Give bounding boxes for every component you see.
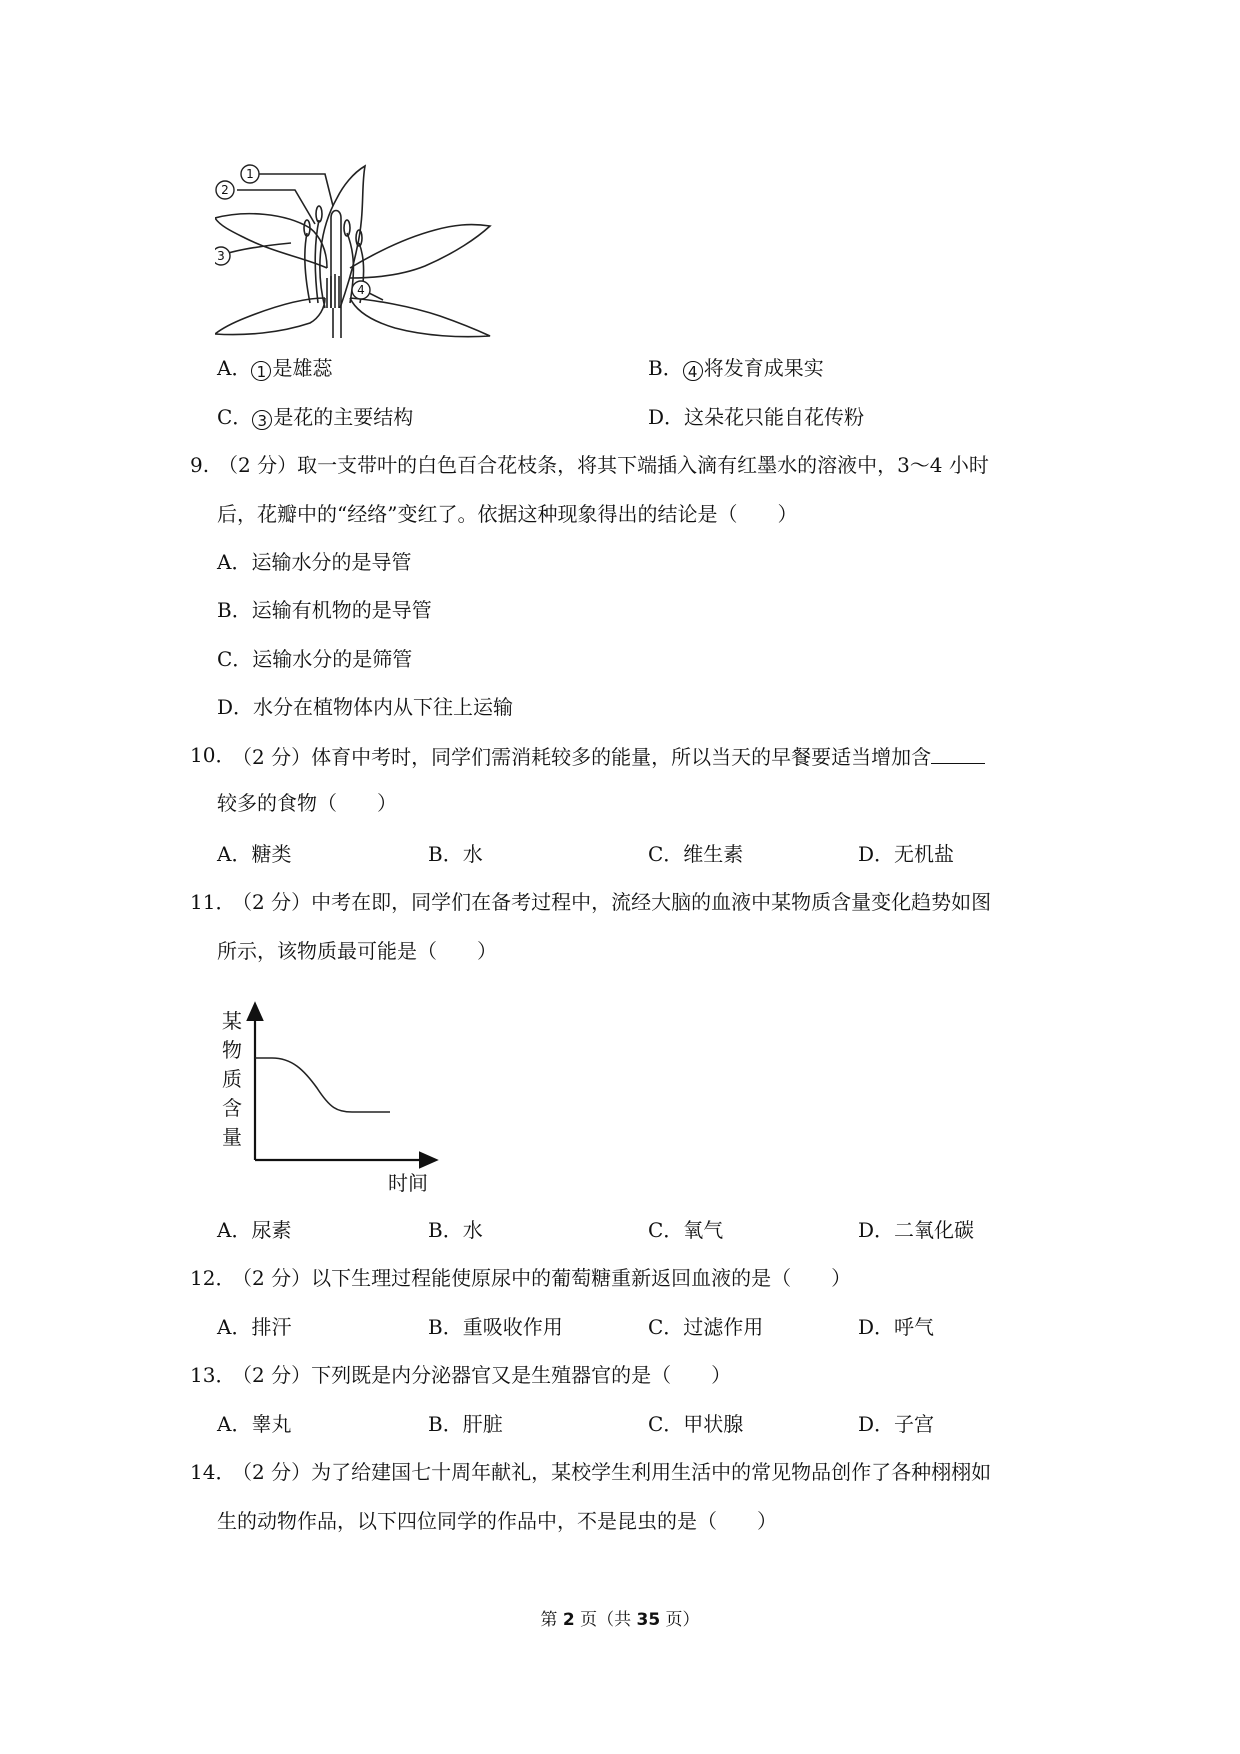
q9-option-b[interactable]: B．运输有机物的是导管 (217, 598, 432, 622)
q12-option-c[interactable]: C．过滤作用 (648, 1315, 764, 1339)
q11-option-d[interactable]: D．二氧化碳 (858, 1218, 975, 1242)
figure-label-1 (241, 165, 259, 183)
svg-text:4: 4 (357, 283, 365, 297)
page-total: 35 (636, 1610, 661, 1630)
q9-stem-line1: （2 分）取一支带叶的白色百合花枝条，将其下端插入滴有红墨水的溶液中，3～4 小时 (218, 453, 989, 477)
y-axis-label-char: 物 (222, 1038, 242, 1062)
y-axis-label-char: 含 (222, 1096, 242, 1120)
page-footer: 第 2 页（共 35 页） (540, 1610, 700, 1630)
q12-option-d[interactable]: D．呼气 (858, 1315, 935, 1339)
lily-flower-figure (215, 158, 495, 338)
q11-stem-line2: 所示，该物质最可能是（ ） (217, 939, 497, 963)
q11-number: 11． (190, 890, 236, 914)
q8-option-b[interactable]: B． 4 将发育成果实 (648, 356, 824, 381)
q8-option-d[interactable]: D．这朵花只能自花传粉 (648, 405, 865, 429)
svg-text:3: 3 (217, 249, 225, 263)
trend-curve (255, 1058, 390, 1112)
figure-label-2 (216, 181, 234, 199)
figure-label-4 (352, 281, 370, 299)
y-axis-label-char: 量 (222, 1125, 242, 1149)
q13-option-d[interactable]: D．子宫 (858, 1412, 935, 1436)
q10-option-b[interactable]: B．水 (428, 842, 483, 866)
q13-number: 13． (190, 1363, 236, 1387)
q12-stem: （2 分）以下生理过程能使原尿中的葡萄糖重新返回血液的是（ ） (232, 1266, 852, 1290)
q10-option-a[interactable]: A．糖类 (217, 842, 292, 866)
q9-number: 9. (190, 453, 210, 477)
q12-option-a[interactable]: A．排汗 (217, 1315, 292, 1339)
q10-option-c[interactable]: C．维生素 (648, 842, 744, 866)
q8-option-c[interactable]: C． 3 是花的主要结构 (217, 405, 414, 430)
q10-stem-line1: （2 分）体育中考时，同学们需消耗较多的能量，所以当天的早餐要适当增加含 (232, 743, 985, 769)
x-axis-label: 时间 (388, 1171, 428, 1195)
q14-stem-line2: 生的动物作品，以下四位同学的作品中，不是昆虫的是（ ） (217, 1509, 777, 1533)
q13-option-b[interactable]: B．肝脏 (428, 1412, 503, 1436)
figure-label-3 (215, 247, 230, 265)
q11-option-a[interactable]: A．尿素 (217, 1218, 292, 1242)
q11-option-b[interactable]: B．水 (428, 1218, 483, 1242)
circled-number-icon: 1 (251, 361, 271, 381)
q10-stem-line2: 较多的食物（ ） (217, 791, 397, 815)
svg-text:1: 1 (246, 167, 254, 181)
q14-number: 14． (190, 1460, 236, 1484)
q12-number: 12． (190, 1266, 236, 1290)
y-axis-label-char: 质 (222, 1067, 242, 1091)
q14-stem-line1: （2 分）为了给建国七十周年献礼，某校学生利用生活中的常见物品创作了各种栩栩如 (232, 1460, 992, 1484)
y-axis-label-char: 某 (222, 1009, 242, 1033)
q11-stem-line1: （2 分）中考在即，同学们在备考过程中，流经大脑的血液中某物质含量变化趋势如图 (232, 890, 992, 914)
q11-trend-chart (212, 1000, 442, 1195)
q13-option-c[interactable]: C．甲状腺 (648, 1412, 744, 1436)
q10-option-d[interactable]: D．无机盐 (858, 842, 955, 866)
q8-option-a[interactable]: A． 1 是雄蕊 (217, 356, 333, 381)
q11-option-c[interactable]: C．氧气 (648, 1218, 724, 1242)
q13-option-a[interactable]: A．睾丸 (217, 1412, 292, 1436)
q10-number: 10． (190, 743, 236, 767)
q9-option-c[interactable]: C．运输水分的是筛管 (217, 647, 413, 671)
answer-blank[interactable] (931, 743, 985, 764)
q9-option-a[interactable]: A．运输水分的是导管 (217, 550, 412, 574)
q12-option-b[interactable]: B．重吸收作用 (428, 1315, 563, 1339)
q13-stem: （2 分）下列既是内分泌器官又是生殖器官的是（ ） (232, 1363, 732, 1387)
circled-number-icon: 3 (252, 410, 272, 430)
circled-number-icon: 4 (683, 361, 703, 381)
svg-text:2: 2 (221, 183, 229, 197)
page-number: 2 (562, 1610, 575, 1630)
q9-option-d[interactable]: D．水分在植物体内从下往上运输 (217, 695, 514, 719)
q9-stem-line2: 后，花瓣中的“经络”变红了。依据这种现象得出的结论是（ ） (217, 502, 798, 526)
